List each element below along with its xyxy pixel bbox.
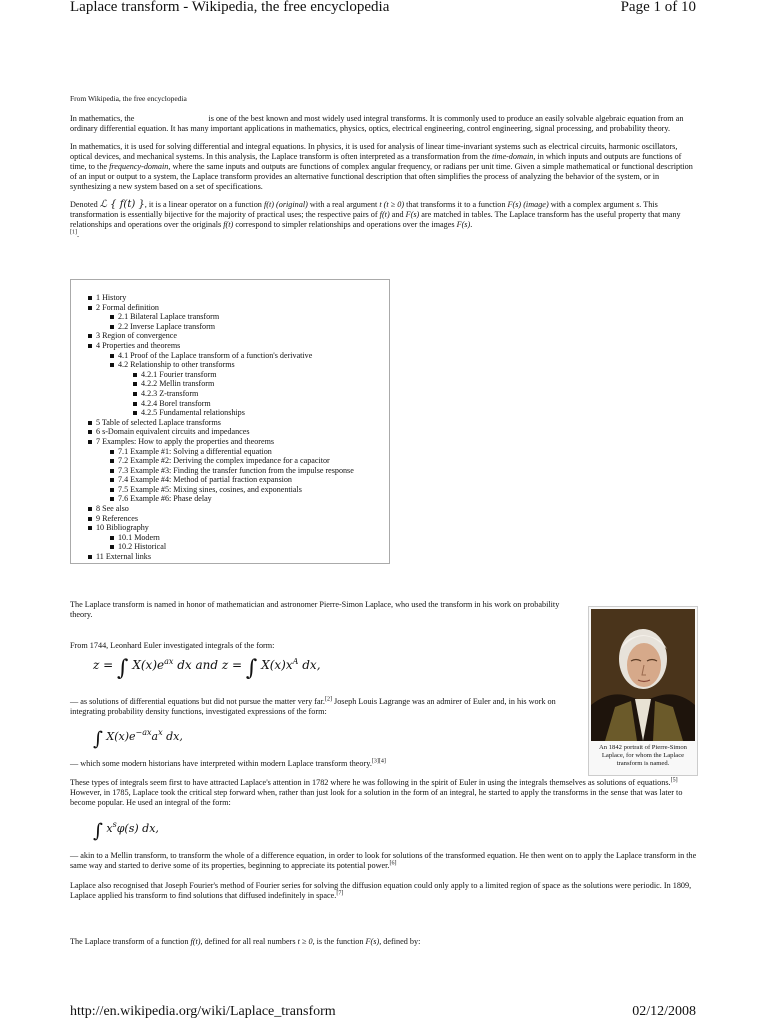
history-paragraph-7 [70,881,698,901]
intro-text: with a complex argument [550,200,635,209]
math-ft: f(t) [379,210,390,219]
integral-sign: ∫ [117,656,129,681]
intro-text: Denoted [70,200,98,209]
toc-item[interactable]: 9 References [71,514,354,524]
toc-item[interactable]: 7.1 Example #1: Solving a differential equation [71,447,354,457]
history-paragraph-4 [70,759,386,769]
toc-item[interactable]: 7.6 Example #6: Phase delay [71,494,354,504]
table-of-contents [70,279,390,564]
math-ft: f(t) [263,200,274,209]
toc-item[interactable]: 4 Properties and theorems [71,341,354,351]
toc-item[interactable]: 11 External links [71,552,354,562]
integral-sign: ∫ [93,728,103,750]
toc-item[interactable]: 4.2 Relationship to other transforms [71,360,354,370]
intro-text: . [77,230,80,239]
intro-text: correspond to simpler relationships and operations over the images [235,220,455,229]
eq-text: φ(s) dx, [116,822,159,835]
intro-paragraph-2 [70,142,698,192]
eq-text: z = [93,658,114,672]
math-ft: f(t) [223,220,234,229]
citation-link[interactable]: [2] [324,696,332,703]
integral-sign: ∫ [93,820,103,842]
eq-text: x [106,822,113,835]
print-footer-date: 02/12/2008 [632,1004,696,1019]
history-text: , is the function [312,937,364,946]
intro-text: that transforms it to a function [406,200,506,209]
laplace-integral-equation [93,820,159,842]
history-text: The Laplace transform of a function [70,937,189,946]
history-paragraph-1: The Laplace transform is named in honor of mathematician and astronomer Pierre-Simon Laplace, who used the transform in his work on probability theory. [70,600,560,619]
toc-item[interactable]: 2.2 Inverse Laplace transform [71,322,354,332]
integral-sign: ∫ [245,656,258,681]
eq-exponent: A [292,657,299,666]
citation-link[interactable]: [6] [389,860,397,867]
history-paragraph-2: From 1744, Leonhard Euler investigated integrals of the form: [70,641,275,650]
toc-item[interactable]: 10 Bibliography [71,523,354,533]
eq-exponent: ax [164,657,174,666]
math-Fs: F(s) [456,220,471,229]
toc-item[interactable]: 7 Examples: How to apply the properties and theorems [71,437,354,447]
history-paragraph-3 [70,697,570,717]
math-Fs: F(s) [405,210,420,219]
math-ft: f(t) [190,937,201,946]
eq-text: X(x)e [106,730,136,743]
math-t-condition: t ≥ 0 [297,937,313,946]
intro-text: , it is a linear operator on a function [144,200,262,209]
history-text: , defined for all real numbers [200,937,296,946]
history-text: These types of integrals seem first to have attracted Laplace's attention in 1782 where he was following in the spirit of Euler in using the integrals themselves as solutions of equations. [70,778,671,787]
intro-paragraph-1 [70,114,698,134]
intro-text: In mathematics, the [70,114,135,123]
intro-text: and [391,210,404,219]
intro-paragraph-3 [70,200,698,240]
history-text: , defined by: [379,937,421,946]
eq-exponent: x [158,728,163,737]
eq-exponent: −ax [135,728,152,737]
history-paragraph-6 [70,851,698,871]
toc-item[interactable]: 7.2 Example #2: Deriving the complex impedance for a capacitor [71,456,354,466]
eq-text: dx, [166,730,183,743]
toc-item[interactable]: 7.4 Example #4: Method of partial fraction expansion [71,475,354,485]
history-text: — as solutions of differential equations but did not pursue the matter very far. [70,697,325,706]
toc-list [71,293,354,562]
toc-item[interactable]: 8 See also [71,504,354,514]
history-paragraph-8 [70,937,420,947]
toc-item[interactable]: 4.2.5 Fundamental relationships [71,408,354,418]
intro-text: . This transformation is essentially bijective for the majority of practical uses; the respective pairs of [70,200,658,219]
toc-item[interactable]: 7.5 Example #5: Mixing sines, cosines, and exponentials [71,485,354,495]
toc-item[interactable]: 1 History [71,293,354,303]
intro-text: In mathematics, it is used for solving differential and integral equations. In physics, it is used for analysis of linear time-invariant systems such as electrical circuits, harmonic oscillators, optical devices, and mechanical systems. In this analysis, the Laplace transform is often interpreted as a transformation from the [70,142,678,161]
intro-text: , where the same inputs and outputs are functions of complex angular frequency, or radians per unit time. Given a simple mathematical or functional description of an input or output to a system, the Laplace transform provides an alternative functional description that often simplifies the process of analyzing the behavior of the system, or in synthesizing a new system based on a set of specifications. [70,162,693,191]
citation-link[interactable]: [7] [336,890,344,897]
math-Fs: F(s) [365,937,380,946]
toc-item[interactable]: 3 Region of convergence [71,331,354,341]
intro-text: with a real argument [309,200,378,209]
print-header-title: Laplace transform - Wikipedia, the free encyclopedia [70,0,390,15]
portrait-caption: An 1842 portrait of Pierre-Simon Laplace, for whom the Laplace transform is named. [599,744,687,767]
citation-link[interactable]: [3][4] [371,758,386,765]
toc-item[interactable]: 4.2.1 Fourier transform [71,370,354,380]
from-wikipedia-label: From Wikipedia, the free encyclopedia [70,94,187,103]
toc-item[interactable]: 4.1 Proof of the Laplace transform of a function's derivative [71,351,354,361]
citation-link[interactable]: [1] [70,229,77,236]
laplace-operator-symbol: ℒ { f(t) } [99,199,145,210]
math-Fs: F(s) [507,200,522,209]
article-body [70,94,698,248]
eq-text: dx and z = [177,658,243,672]
time-domain-term: time-domain [491,152,534,161]
math-t-condition: t (t ≥ 0) [379,200,405,209]
euler-integral-equation [93,656,321,681]
intro-text: is one of the best known and most widely used integral transforms. It is commonly used to produce an easily solvable algebraic equation from an ordinary differential equation. It has many important applications in mathematics, physics, optics, electrical engineering, control engineering, signal processing, and probability theory. [70,114,684,133]
toc-item[interactable]: 4.2.4 Borel transform [71,399,354,409]
toc-item[interactable]: 4.2.3 Z-transform [71,389,354,399]
toc-item[interactable]: 2.1 Bilateral Laplace transform [71,312,354,322]
toc-item[interactable]: 7.3 Example #3: Finding the transfer function from the impulse response [71,466,354,476]
toc-item[interactable]: 10.1 Modern [71,533,354,543]
eq-text: dx, [302,658,321,672]
intro-text: . [470,220,473,229]
print-header-page-number: Page 1 of 10 [620,0,696,15]
toc-item[interactable]: 5 Table of selected Laplace transforms [71,418,354,428]
history-text: However, in 1785, Laplace took the critical step forward when, rather than just look for a solution in the form of an integral, he started to apply the transforms in the sense that was later to become popular. He used an integral of the form: [70,788,683,807]
print-footer [0,1004,768,1024]
citation-link[interactable]: [5] [670,777,678,784]
original-term: (original) [276,200,308,209]
laplace-portrait-image[interactable] [591,609,695,741]
lagrange-integral-equation [93,728,183,750]
laplace-portrait-figure [588,606,698,776]
frequency-domain-term: frequency-domain [109,162,169,171]
toc-item[interactable]: 10.2 Historical [71,542,354,552]
history-paragraph-5 [70,778,698,808]
toc-item[interactable]: 4.2.2 Mellin transform [71,379,354,389]
intro-text: are matched in tables. The Laplace transform has the useful property that many relationships and operations over the originals [70,210,681,229]
eq-text: X(x)e [132,658,165,672]
history-text: — which some modern historians have interpreted within modern Laplace transform theory. [70,759,372,768]
eq-exponent: s [112,820,117,829]
math-s: s [636,200,640,209]
image-term: (image) [523,200,549,209]
toc-item[interactable]: 6 s-Domain equivalent circuits and impedances [71,427,354,437]
eq-text: X(x)x [261,658,293,672]
history-text: — akin to a Mellin transform, to transform the whole of a difference equation, in order to look for solutions of the transformed equation. He then went on to apply the Laplace transform in the same way and started to derive some of its properties, beginning to appreciate its potential power. [70,851,697,870]
eq-text: a [151,730,159,743]
history-text: Laplace also recognised that Joseph Fourier's method of Fourier series for solving the diffusion equation could only apply to a limited region of space as the solutions were periodic. In 1809, Laplace applied his transform to find solutions that diffused indefinitely in space. [70,881,692,900]
history-text: Joseph Louis Lagrange was an admirer of Euler and, in his work on integrating probability density functions, investigated expressions of the form: [70,697,556,716]
toc-item[interactable]: 2 Formal definition [71,303,354,313]
print-header [0,0,768,22]
print-footer-url: http://en.wikipedia.org/wiki/Laplace_transform [70,1004,336,1019]
intro-text: , in which inputs and outputs are functions of time, to the [70,152,682,171]
